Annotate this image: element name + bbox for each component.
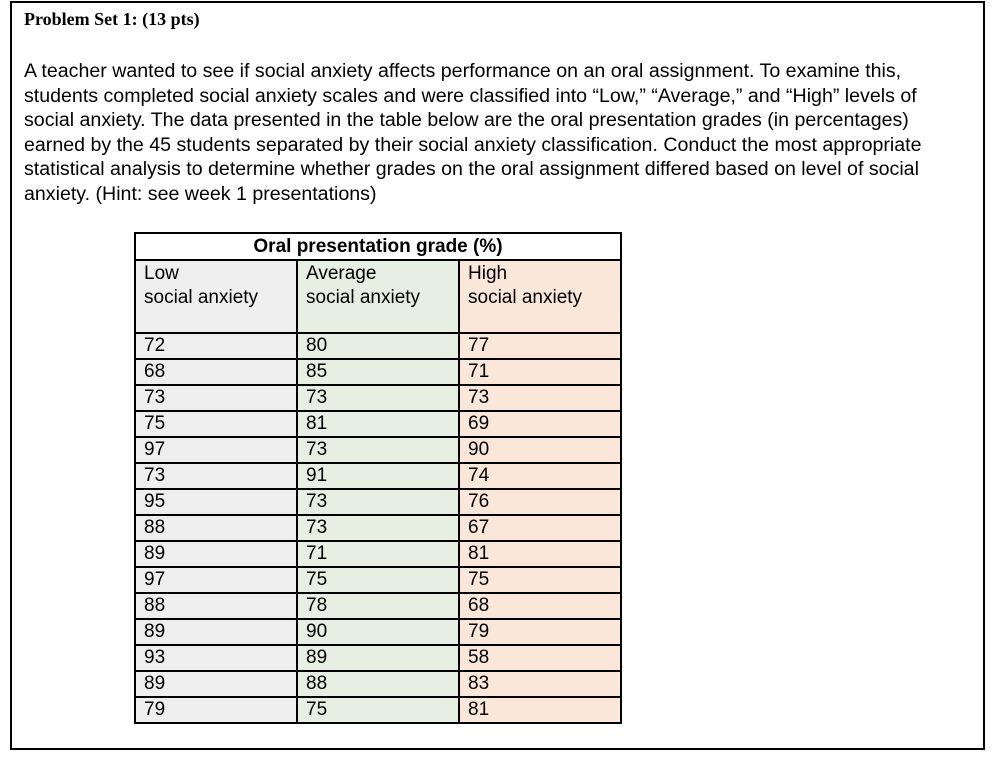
table-header-row: [135, 260, 621, 333]
table-row: [135, 619, 621, 645]
cell-high: 76: [459, 489, 621, 515]
cell-low: 73: [135, 463, 297, 489]
cell-average: 78: [297, 593, 459, 619]
cell-average: 91: [297, 463, 459, 489]
table-row: [135, 463, 621, 489]
table-row: [135, 567, 621, 593]
cell-low: 79: [135, 697, 297, 723]
cell-average: 73: [297, 385, 459, 411]
cell-low: 89: [135, 671, 297, 697]
column-header-high-line1: High: [468, 263, 508, 284]
table-row: [135, 697, 621, 723]
cell-high: 83: [459, 671, 621, 697]
cell-high: 74: [459, 463, 621, 489]
cell-low: 75: [135, 411, 297, 437]
table-row: [135, 515, 621, 541]
cell-low: 73: [135, 385, 297, 411]
cell-high: 73: [459, 385, 621, 411]
table-row: [135, 437, 621, 463]
cell-average: 90: [297, 619, 459, 645]
table-row: [135, 645, 621, 671]
cell-average: 75: [297, 567, 459, 593]
cell-high: 71: [459, 359, 621, 385]
cell-average: 85: [297, 359, 459, 385]
table-row: [135, 385, 621, 411]
cell-high: 75: [459, 567, 621, 593]
cell-high: 79: [459, 619, 621, 645]
column-header-low-line1: Low: [144, 263, 179, 284]
cell-low: 89: [135, 619, 297, 645]
cell-low: 68: [135, 359, 297, 385]
table-row: [135, 593, 621, 619]
cell-low: 72: [135, 333, 297, 359]
cell-low: 88: [135, 515, 297, 541]
cell-average: 73: [297, 515, 459, 541]
table-row: [135, 411, 621, 437]
table-caption: Oral presentation grade (%): [135, 233, 621, 260]
cell-high: 77: [459, 333, 621, 359]
cell-high: 81: [459, 541, 621, 567]
problem-prompt: A teacher wanted to see if social anxiety affects performance on an oral assignment. To examine this, students completed social anxiety scales and were classified into “Low,” “Average,” and “High” levels of social anxiety. The data presented in the table below are the oral presentation grades (in percentages) earned by the 45 students separated by their social anxiety classification. Conduct the most appropriate statistical analysis to determine whether grades on the oral assignment differed based on level of social anxiety. (Hint: see week 1 presentations): [24, 60, 922, 205]
table-row: [135, 333, 621, 359]
table-caption-row: [135, 233, 621, 260]
column-header-high: [459, 260, 621, 333]
column-header-low-line2: social anxiety: [144, 287, 259, 308]
cell-average: 71: [297, 541, 459, 567]
table-row: [135, 489, 621, 515]
table-row: [135, 671, 621, 697]
cell-high: 58: [459, 645, 621, 671]
cell-average: 75: [297, 697, 459, 723]
table-row: [135, 359, 621, 385]
column-header-low: [135, 260, 297, 333]
table-body: [135, 333, 621, 723]
cell-low: 97: [135, 437, 297, 463]
cell-high: 67: [459, 515, 621, 541]
column-header-average-line1: Average: [306, 263, 377, 284]
cell-low: 89: [135, 541, 297, 567]
cell-average: 80: [297, 333, 459, 359]
problem-title: Problem Set 1: (13 pts): [24, 9, 200, 29]
problem-set-frame: [10, 1, 985, 750]
cell-high: 81: [459, 697, 621, 723]
column-header-average: [297, 260, 459, 333]
column-header-high-line2: social anxiety: [468, 287, 583, 308]
cell-average: 89: [297, 645, 459, 671]
grades-table: [134, 232, 622, 724]
cell-average: 88: [297, 671, 459, 697]
cell-average: 81: [297, 411, 459, 437]
cell-high: 69: [459, 411, 621, 437]
cell-high: 90: [459, 437, 621, 463]
cell-low: 97: [135, 567, 297, 593]
cell-high: 68: [459, 593, 621, 619]
cell-low: 93: [135, 645, 297, 671]
cell-average: 73: [297, 489, 459, 515]
column-header-average-line2: social anxiety: [306, 287, 421, 308]
table-row: [135, 541, 621, 567]
cell-low: 88: [135, 593, 297, 619]
cell-low: 95: [135, 489, 297, 515]
cell-average: 73: [297, 437, 459, 463]
